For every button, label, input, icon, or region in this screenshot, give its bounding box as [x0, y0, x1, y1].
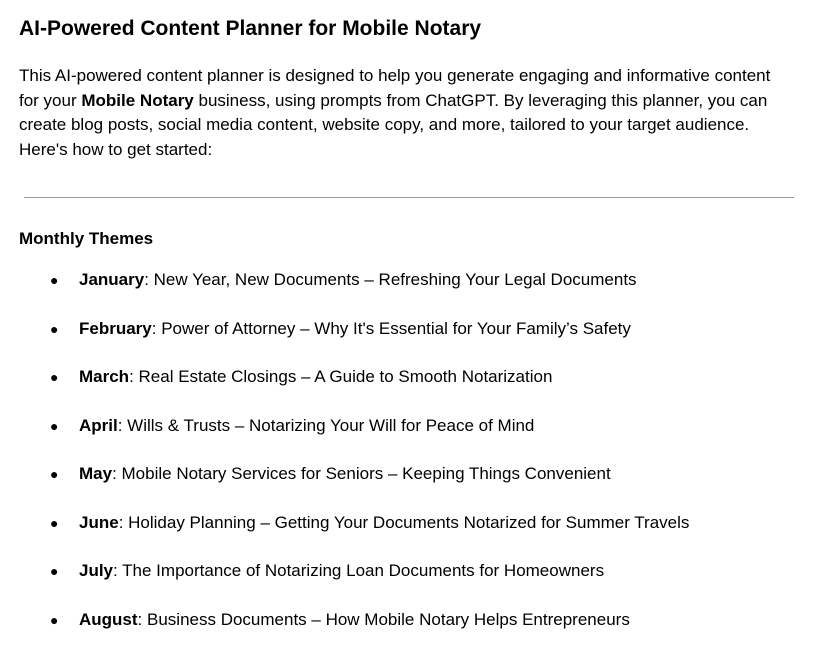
theme-month: May	[79, 464, 113, 483]
intro-paragraph	[19, 64, 789, 162]
theme-text: : Business Documents – How Mobile Notary Helps Entrepreneurs	[137, 609, 630, 629]
theme-item-july	[19, 560, 822, 609]
intro-business-name: Mobile Notary	[81, 90, 194, 110]
theme-month: March	[79, 367, 130, 386]
horizontal-divider	[24, 197, 794, 198]
page-title: AI-Powered Content Planner for Mobile Notary	[19, 17, 482, 40]
theme-text: : Real Estate Closings – A Guide to Smooth Notarization	[129, 367, 553, 386]
section-heading-monthly-themes: Monthly Themes	[19, 229, 154, 248]
theme-item-march	[19, 366, 822, 415]
theme-item-june	[19, 512, 822, 561]
theme-month: June	[79, 512, 119, 532]
theme-month: February	[79, 318, 152, 338]
bullet-icon: ●	[50, 514, 59, 531]
bullet-icon: ●	[50, 320, 59, 337]
bullet-icon: ●	[50, 611, 59, 628]
bullet-icon: ●	[50, 369, 59, 385]
bullet-icon: ●	[50, 272, 59, 288]
theme-text: : Mobile Notary Services for Seniors – Keeping Things Convenient	[112, 464, 611, 483]
theme-month: August	[79, 609, 138, 629]
bullet-icon: ●	[50, 563, 59, 579]
theme-item-february	[19, 318, 822, 367]
theme-text: : Wills & Trusts – Notarizing Your Will for Peace of Mind	[117, 415, 535, 435]
intro-text-end: business, using prompts from ChatGPT. By leveraging this planner, you can create blog posts, social media content, website copy, and more, tailored to your target audience. Here's how to get started:	[19, 90, 768, 159]
theme-text: : New Year, New Documents – Refreshing Your Legal Documents	[144, 270, 637, 289]
monthly-themes-list	[19, 269, 822, 646]
theme-item-august	[19, 609, 822, 646]
bullet-icon: ●	[50, 466, 59, 482]
theme-item-january	[19, 269, 822, 318]
bullet-icon: ●	[50, 417, 59, 434]
theme-item-may	[19, 463, 822, 512]
theme-text: : The Importance of Notarizing Loan Documents for Homeowners	[113, 561, 605, 580]
intro-text-start: This AI-powered content planner is designed to help you generate engaging and informative content for your	[19, 66, 771, 110]
theme-month: July	[79, 561, 114, 580]
theme-text: : Holiday Planning – Getting Your Documents Notarized for Summer Travels	[118, 512, 690, 532]
theme-month: January	[79, 270, 145, 289]
theme-item-april	[19, 415, 822, 464]
theme-month: April	[79, 415, 118, 435]
theme-text: : Power of Attorney – Why It's Essential for Your Family’s Safety	[151, 318, 631, 338]
